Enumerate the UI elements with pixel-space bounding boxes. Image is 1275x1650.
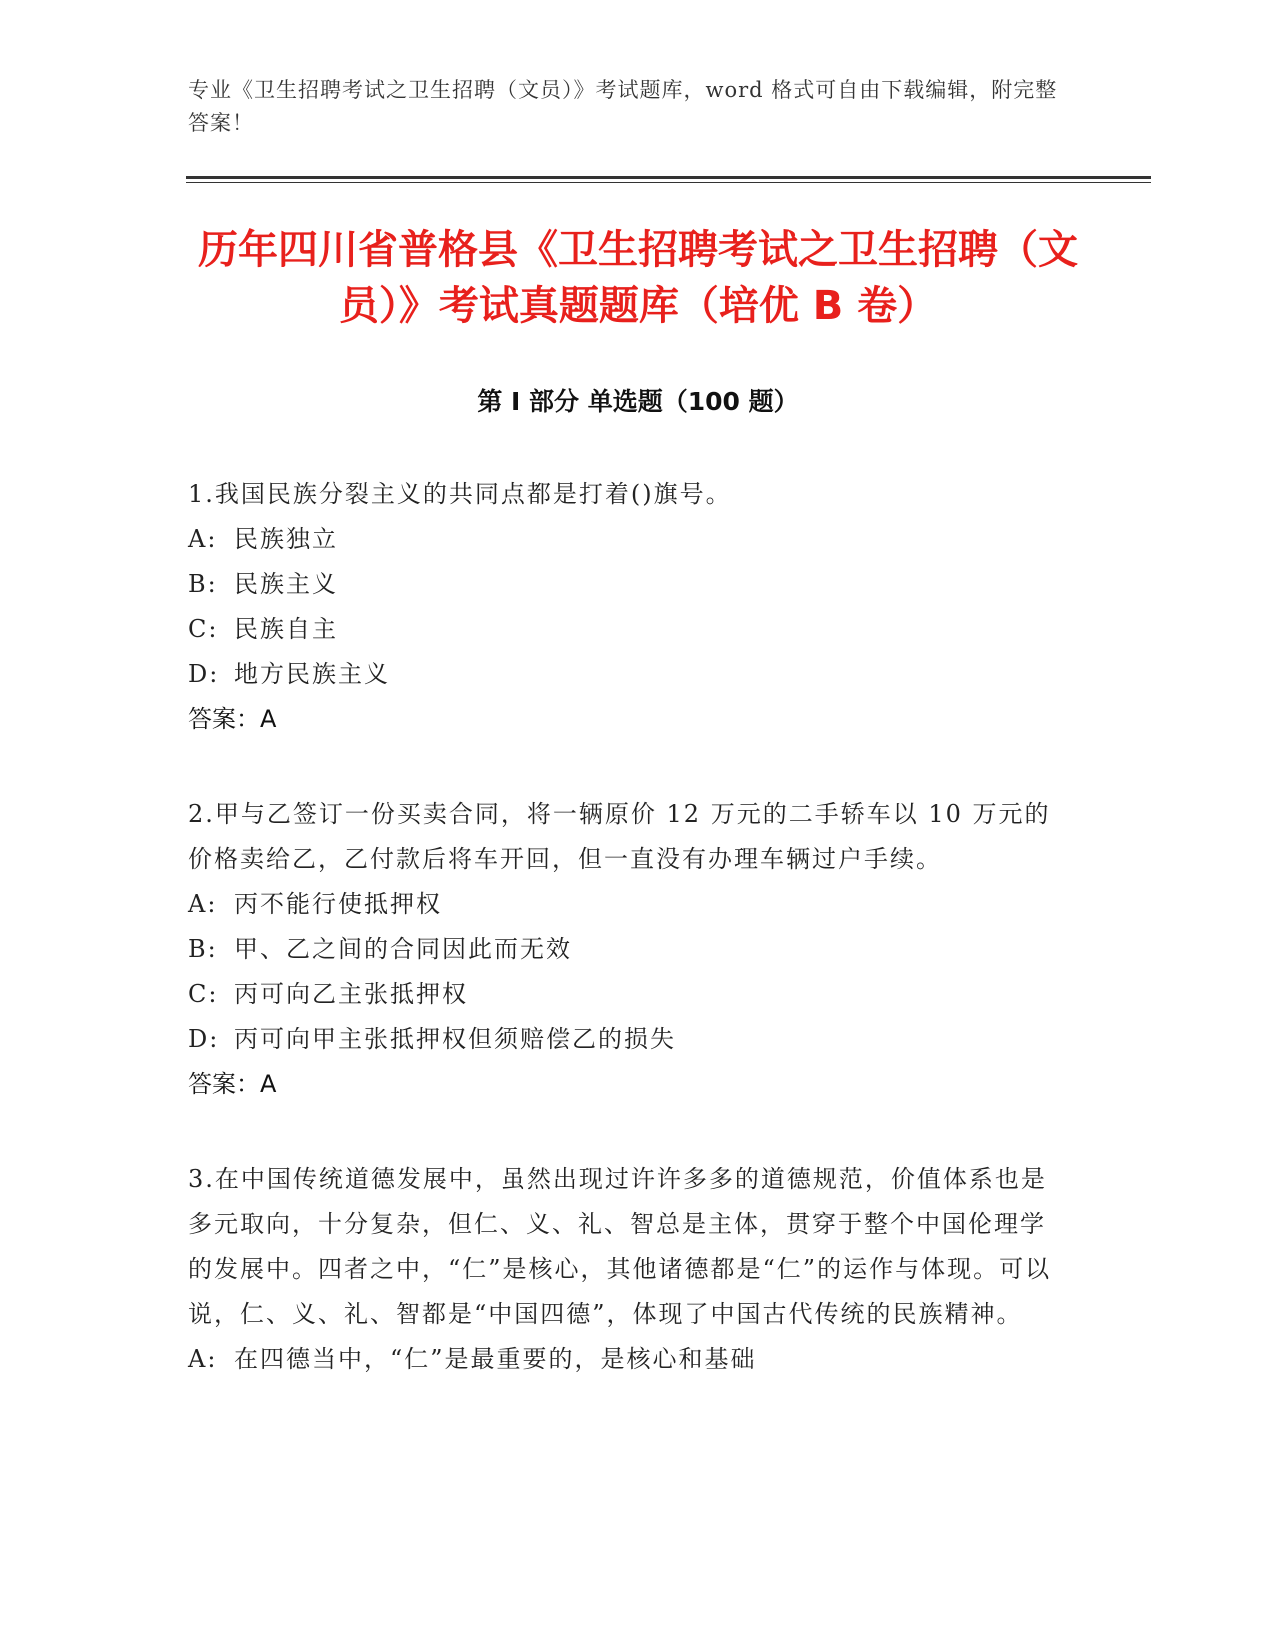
option-key: A: — [188, 525, 218, 553]
answer-line — [188, 697, 1068, 742]
answer-label: 答案： — [188, 705, 260, 733]
option-text: 丙可向乙主张抵押权 — [234, 980, 468, 1008]
option-a — [188, 882, 1068, 927]
answer-value: A — [260, 705, 277, 733]
option-a — [188, 517, 1068, 562]
header-note: 专业《卫生招聘考试之卫生招聘（文员）》考试题库，word 格式可自由下载编辑，附完整答案！ — [188, 78, 1058, 135]
option-c — [188, 607, 1068, 652]
option-key: C: — [188, 980, 219, 1008]
option-key: A: — [188, 1345, 218, 1373]
option-key: D: — [188, 660, 220, 688]
answer-value: A — [260, 1070, 277, 1098]
option-d — [188, 1017, 1068, 1062]
option-b — [188, 927, 1068, 972]
option-key: A: — [188, 890, 218, 918]
option-b — [188, 562, 1068, 607]
question-stem: 2.甲与乙签订一份买卖合同，将一辆原价 12 万元的二手轿车以 10 万元的价格卖给乙，乙付款后将车开回，但一直没有办理车辆过户手续。 — [188, 800, 1051, 873]
question-stem: 3.在中国传统道德发展中，虽然出现过许许多多的道德规范，价值体系也是多元取向，十分复杂，但仁、义、礼、智总是主体，贯穿于整个中国伦理学的发展中。四者之中，“仁”是核心，其他诸德都是“仁”的运作与体现。可以说，仁、义、礼、智都是“中国四德”，体现了中国古代传统的民族精神。 — [188, 1165, 1052, 1328]
section-title: 第 I 部分 单选题（100 题） — [477, 387, 799, 416]
option-text: 丙可向甲主张抵押权但须赔偿乙的损失 — [234, 1025, 676, 1053]
option-key: D: — [188, 1025, 220, 1053]
answer-line — [188, 1062, 1068, 1107]
option-key: C: — [188, 615, 219, 643]
option-d — [188, 652, 1068, 697]
question-stem: 1.我国民族分裂主义的共同点都是打着()旗号。 — [188, 480, 732, 508]
option-text: 民族主义 — [234, 570, 338, 598]
option-c — [188, 972, 1068, 1017]
question-3 — [188, 1157, 1068, 1382]
option-text: 丙不能行使抵押权 — [234, 890, 442, 918]
header-rule-thin — [186, 182, 1151, 183]
option-key: B: — [188, 570, 218, 598]
header-rule-thick — [186, 176, 1151, 179]
question-2 — [188, 792, 1068, 1107]
option-text: 在四德当中，“仁”是最重要的，是核心和基础 — [234, 1345, 757, 1373]
option-text: 民族独立 — [234, 525, 338, 553]
option-key: B: — [188, 935, 218, 963]
option-text: 甲、乙之间的合同因此而无效 — [234, 935, 572, 963]
document-title: 历年四川省普格县《卫生招聘考试之卫生招聘（文员）》考试真题题库（培优 B 卷） — [198, 227, 1078, 329]
option-text: 地方民族主义 — [234, 660, 390, 688]
answer-label: 答案： — [188, 1070, 260, 1098]
question-list — [188, 472, 1068, 1432]
option-a — [188, 1337, 1068, 1382]
question-1 — [188, 472, 1068, 742]
option-text: 民族自主 — [234, 615, 338, 643]
